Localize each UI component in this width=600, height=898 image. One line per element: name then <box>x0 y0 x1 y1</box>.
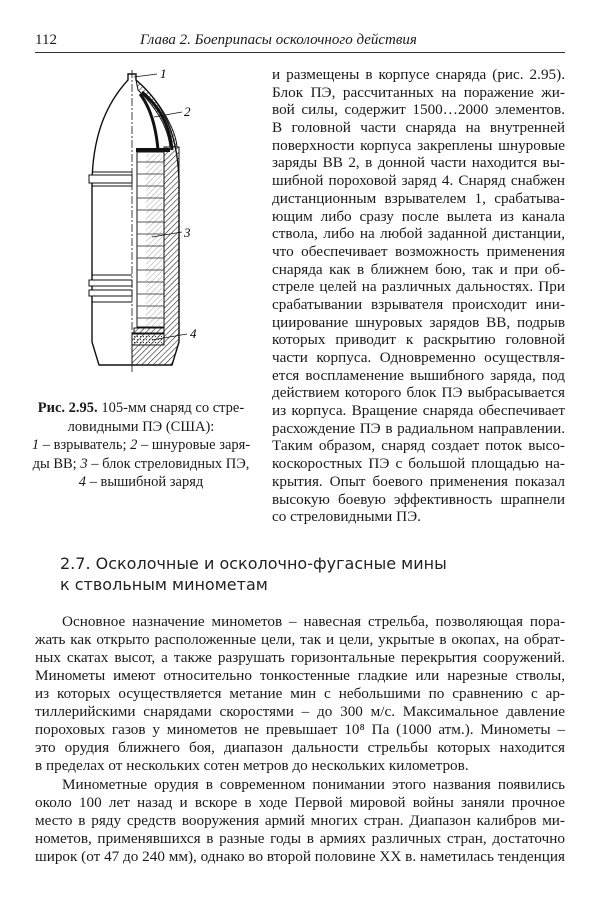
text-line: со стреловидными ПЭ. <box>272 508 421 526</box>
caption-label: Рис. 2.95. <box>37 400 98 416</box>
callout-4: 4 <box>190 326 197 341</box>
section-title-line-2: к ствольным минометам <box>60 575 268 594</box>
text-line: заряды ВВ 2, в донной части находится вы- <box>272 154 565 172</box>
legend-text: – взрыватель; <box>39 437 131 453</box>
text-line: пороховых газов у минометов не превышает 10⁸ Па (1000 атм.). Минометы – <box>35 721 565 738</box>
text-line: ющим либо сразу после вылета из канала <box>272 207 565 225</box>
text-line: циирование шнуровых зарядов ВВ, подрыв <box>272 313 565 331</box>
text-line: ется воспламенение вышибного заряда, под <box>272 366 565 384</box>
text-line: широк (от 47 до 240 мм), однако во второй половине XX в. наметилась тенденция <box>35 848 566 865</box>
section-heading <box>60 553 447 595</box>
text-line: в пределах от нескольких сотен метров до нескольких километров. <box>35 757 469 774</box>
text-line: жать как открыто расположенные цели, так и цели, укрытые в окопах, на обрат- <box>35 631 565 648</box>
text-line: В головной части снаряда на внутренней <box>272 119 565 137</box>
figure-shell-drawing <box>82 62 222 382</box>
legend-text: – блок стреловидных ПЭ, <box>87 455 250 472</box>
text-line: тиллерийскими снарядами скоростями – до 300 м/с. Максимальное давление <box>35 703 565 720</box>
text-line: Минометные орудия в современном понимании этого названия появились <box>62 776 565 793</box>
callout-2: 2 <box>184 104 191 119</box>
text-line: вой силы, содержит 1500…2000 элементов. <box>272 101 565 119</box>
shell-cutaway-illustration <box>82 62 222 382</box>
legend-text: – вышибной заряд <box>86 474 204 490</box>
callout-3: 3 <box>184 225 191 240</box>
text-line: что обеспечивает возможность применения <box>272 242 565 260</box>
text-line: снаряда как в ближнем бою, так и при об- <box>272 260 565 278</box>
text-line: это орудия ближнего боя, диапазон дальности стрельбы которых находится <box>35 739 565 756</box>
text-line: действием которого блок ПЭ выбрасывается <box>272 384 565 402</box>
text-line: высокую боевую эффективность шрапнели <box>272 490 565 508</box>
text-line: стреле целей на различных дальностях. При <box>272 278 565 296</box>
text-line: коскоростных ПЭ с большой площадью на- <box>272 455 565 473</box>
text-line: дистанционным взрывателем 1, срабатыва- <box>272 189 565 207</box>
legend-line <box>25 473 257 492</box>
caption-title: 105-мм снаряд со стре- <box>97 400 245 416</box>
text-line: и размещены в корпусе снаряда (рис. 2.95). <box>272 66 565 83</box>
right-column-text <box>272 66 565 526</box>
text-line: место в ряду средств вооружения армий многих стран. Диапазон калибров ми- <box>35 812 565 829</box>
text-line: Основное назначение минометов – навесная стрельба, позволяющая пора- <box>62 613 565 630</box>
legend-text: – шнуровые заря- <box>137 437 251 453</box>
text-line: около 100 лет назад и вскоре в ходе Первой мировой войны заняли прочное <box>35 794 565 811</box>
text-line: ствола, либо на любой заданной дистанции, <box>272 225 565 243</box>
caption-title-cont: ловидными ПЭ (США): <box>67 418 215 435</box>
text-line: которых приводит к раскрытию головной <box>272 331 565 349</box>
text-line: шибной пороховой заряд 4. Снаряд снабжен <box>272 172 565 190</box>
page-number: 112 <box>35 32 57 48</box>
legend-line <box>25 455 257 474</box>
text-line: Минометы имеют относительно тонкостенные гладкие или нарезные стволы, <box>35 667 565 684</box>
text-line: срабатывании взрывателя происходит ини- <box>272 295 565 313</box>
chapter-title: Глава 2. Боеприпасы осколочного действия <box>140 32 417 48</box>
text-line: расхождение ПЭ в радиальном направлении. <box>272 419 565 437</box>
legend-number: 1 <box>31 437 40 453</box>
legend-number: 4 <box>78 474 86 490</box>
text-line: нометов, применявшихся в разные годы в армиях различных стран, достаточно <box>35 830 565 847</box>
text-line: из корпуса. Вращение снаряда обеспечивает <box>272 402 565 420</box>
legend-line <box>25 436 257 455</box>
text-line: Блок ПЭ, рассчитанных на поражение жи- <box>272 83 565 101</box>
section-title-line-1: 2.7. Осколочные и осколочно-фугасные мины <box>60 554 447 573</box>
text-line: из которых осуществляется метание мин с небольшими по сравнению с ар- <box>35 685 565 702</box>
legend-number: 2 <box>130 437 138 453</box>
legend-number: 3 <box>80 455 88 472</box>
text-line: крытия. Опыт боевого применения показал <box>272 472 565 490</box>
paragraph-1 <box>35 613 565 775</box>
page-header <box>35 30 565 53</box>
text-line: Таким образом, снаряд создает поток высо- <box>272 437 565 455</box>
legend-text: ды ВВ; <box>32 455 81 472</box>
caption-legend <box>25 436 257 492</box>
callout-1: 1 <box>160 66 167 81</box>
text-line: поверхности корпуса закреплены шнуровые <box>272 136 565 154</box>
figure-caption <box>25 399 257 492</box>
paragraph-2 <box>35 776 565 866</box>
text-line: части корпуса. Одновременно осуществля- <box>272 349 565 366</box>
text-line: ных скатах высот, а также разрушать горизонтальные перекрытия сооружений. <box>35 649 565 666</box>
